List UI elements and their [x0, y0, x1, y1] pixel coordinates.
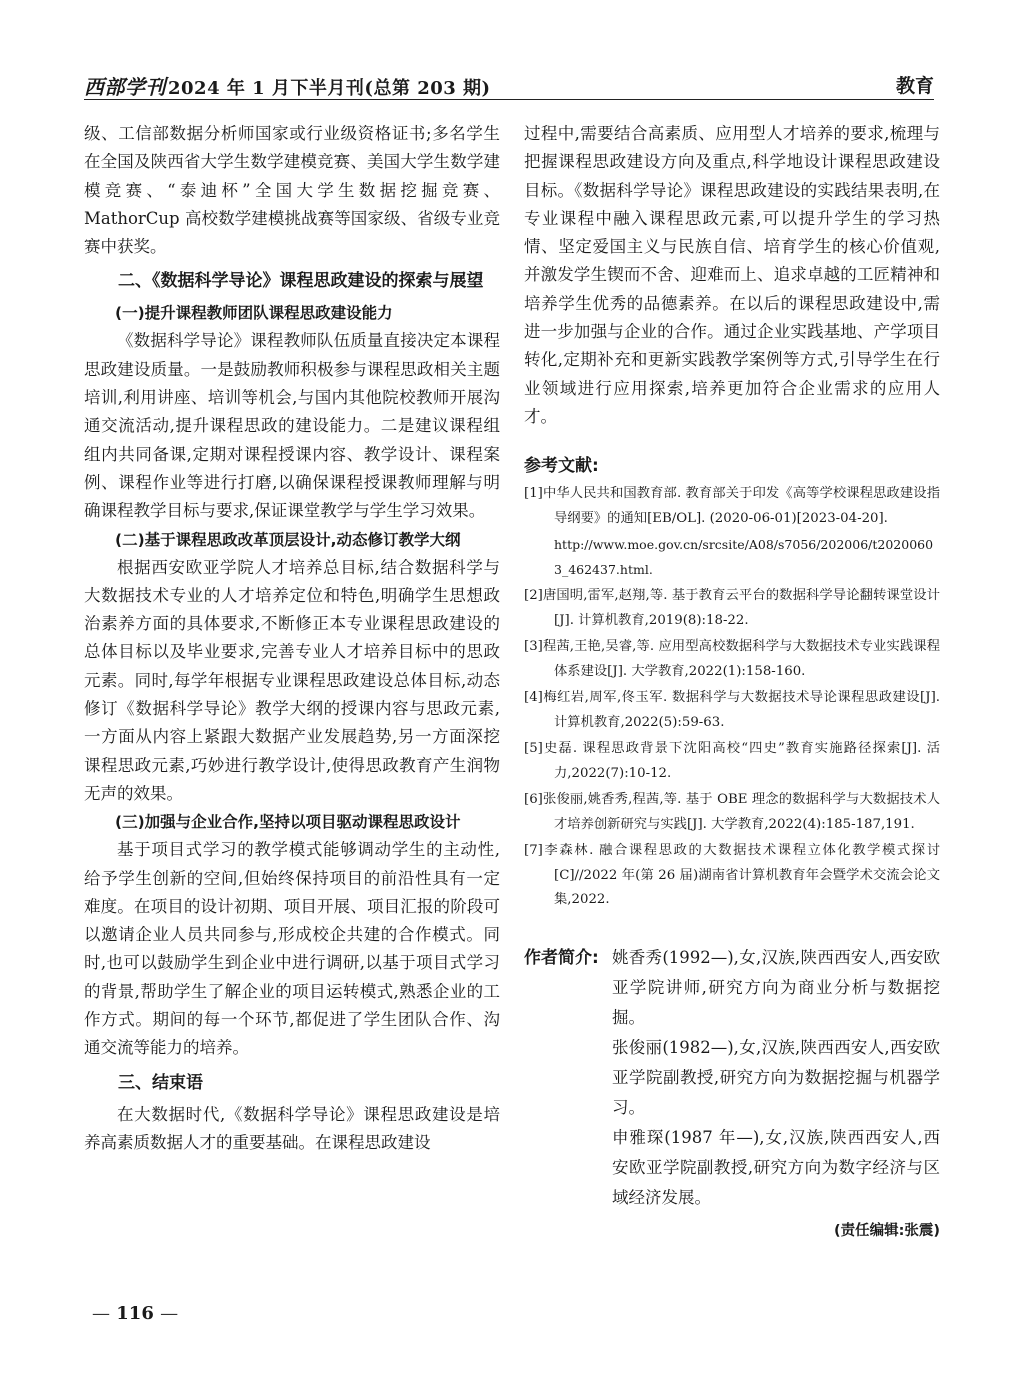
paragraph: 过程中,需要结合高素质、应用型人才培养的要求,梳理与把握课程思政建设方向及重点,科学地设计课程思政建设目标。《数据科学导论》课程思政建设的实践结果表明,在专业课程中融入课程思政元素,可以提升学生的学习热情、坚定爱国主义与民族自信、培育学生的核心价值观,并激发学生锲而不舍、迎难而上、追求卓越的工匠精神和培养学生优秀的品德素养。在以后的课程思政建设中,需进一步加强与企业的合作。通过企业实践基地、产学项目转化,定期补充和更新实践教学案例等方式,引导学生在行业领域进行应用探索,培养更加符合企业需求的应用人才。	[524, 124, 940, 426]
reference-item: [6]张俊丽,姚香秀,程茜,等. 基于 OBE 理念的数据科学与大数据技术人才培养创新研究与实践[J]. 大学教育,2022(4):185-187,191.	[524, 792, 940, 832]
page-number-value: 116	[116, 1303, 154, 1324]
paragraph: 基于项目式学习的教学模式能够调动学生的主动性,给予学生创新的空间,但始终保持项目的前沿性具有一定难度。在项目的设计初期、项目开展、项目汇报的阶段可以邀请企业人员共同参与,形成校企共建的合作模式。同时,也可以鼓励学生到企业中进行调研,以基于项目式学习的背景,帮助学生了解企业的项目运转模式,熟悉企业的工作方式。期间的每一个环节,都促进了学生团队合作、沟通交流等能力的培养。	[84, 840, 500, 1058]
paragraph: 《数据科学导论》课程教师队伍质量直接决定本课程思政建设质量。一是鼓励教师积极参与课程思政相关主题培训,利用讲座、培训等机会,与国内其他院校教师开展沟通交流活动,提升课程思政的建设能力。二是建议课程组组内共同备课,定期对课程授课内容、教学设计、课程案例、课程作业等进行打磨,以确保课程授课教师理解与明确课程教学目标与要求,保证课堂教学与学生学习效果。	[84, 331, 500, 521]
subsection-heading: (三)加强与企业合作,坚持以项目驱动课程思政设计	[115, 813, 461, 832]
reference-item: [5]史磊. 课程思政背景下沈阳高校“四史”教育实施路径探索[J]. 活力,2022(7):10-12.	[524, 741, 940, 781]
author-label: 作者简介:	[524, 947, 599, 968]
reference-url[interactable]: http://www.moe.gov.cn/srcsite/A08/s7056/202006/t20200603_462437.html.	[554, 537, 934, 577]
section-heading: 三、结束语	[118, 1072, 203, 1093]
reference-item: [1]中华人民共和国教育部. 教育部关于印发《高等学校课程思政建设指导纲要》的通知[EB/OL]. (2020-06-01)[2023-04-20]. http://www.moe.gov.cn/srcsite/A08/s7056/202006/t20200603_462437.html.	[524, 482, 940, 582]
right-column	[524, 120, 940, 1240]
author-entry: 张俊丽(1982—),女,汉族,陕西西安人,西安欧亚学院副教授,研究方向为数据挖掘与机器学习。	[612, 1037, 940, 1117]
author-list	[612, 943, 940, 1213]
responsible-editor: (责任编辑:张震)	[833, 1222, 940, 1239]
journal-logo: 西部学刊	[84, 75, 166, 99]
author-entry: 姚香秀(1992—),女,汉族,陕西西安人,西安欧亚学院讲师,研究方向为商业分析与数据挖掘。	[612, 947, 940, 1027]
author-entry: 申雅琛(1987 年—),女,汉族,陕西西安人,西安欧亚学院副教授,研究方向为数字经济与区域经济发展。	[612, 1127, 940, 1207]
paragraph: 在大数据时代,《数据科学导论》课程思政建设是培养高素质数据人才的重要基础。在课程思政建设	[84, 1104, 500, 1152]
author-bio	[524, 943, 940, 1213]
reference-item: [3]程茜,王艳,吴睿,等. 应用型高校数据科学与大数据技术专业实践课程体系建设[J]. 大学教育,2022(1):158-160.	[524, 639, 940, 679]
header-rule	[84, 99, 934, 100]
left-column	[84, 120, 500, 1157]
paragraph: 级、工信部数据分析师国家或行业级资格证书;多名学生在全国及陕西省大学生数学建模竞赛、美国大学生数学建模竞赛、“泰迪杯”全国大学生数据挖掘竞赛、MathorCup 高校数学建模挑战赛等国家级、省级专业竞赛中获奖。	[84, 124, 500, 257]
issue-info: 2024 年 1 月下半月刊(总第 203 期)	[168, 78, 491, 99]
reference-item: [4]梅红岩,周军,佟玉军. 数据科学与大数据技术导论课程思政建设[J]. 计算机教育,2022(5):59-63.	[524, 690, 940, 730]
running-header	[84, 71, 491, 100]
subsection-heading: (二)基于课程思政改革顶层设计,动态修订教学大纲	[115, 530, 461, 549]
reference-list	[524, 482, 940, 913]
reference-item: [2]唐国明,雷军,赵翔,等. 基于教育云平台的数据科学导论翻转课堂设计[J]. 计算机教育,2019(8):18-22.	[524, 588, 940, 628]
page-dash-left: —	[92, 1303, 110, 1324]
reference-item: [7]李森林. 融合课程思政的大数据技术课程立体化教学模式探讨[C]//2022 年(第 26 届)湖南省计算机教育年会暨学术交流会论文集,2022.	[524, 843, 940, 908]
page-number	[92, 1303, 178, 1324]
subsection-heading: (一)提升课程教师团队课程思政建设能力	[115, 304, 393, 323]
references-title: 参考文献:	[524, 456, 599, 477]
paragraph: 根据西安欧亚学院人才培养总目标,结合数据科学与大数据技术专业的人才培养定位和特色,明确学生思想政治素养方面的具体要求,不断修正本专业课程思政建设的总体目标以及毕业要求,完善专业人才培养目标中的思政元素。同时,每学年根据专业课程思政建设总体目标,动态修订《数据科学导论》教学大纲的授课内容与思政元素,一方面从内容上紧跟大数据产业发展趋势,另一方面深挖课程思政元素,巧妙进行教学设计,使得思政教育产生润物无声的效果。	[84, 557, 500, 803]
page-dash-right: —	[160, 1303, 179, 1324]
section-name: 教育	[895, 75, 934, 97]
section-heading: 二、《数据科学导论》课程思政建设的探索与展望	[118, 271, 484, 292]
